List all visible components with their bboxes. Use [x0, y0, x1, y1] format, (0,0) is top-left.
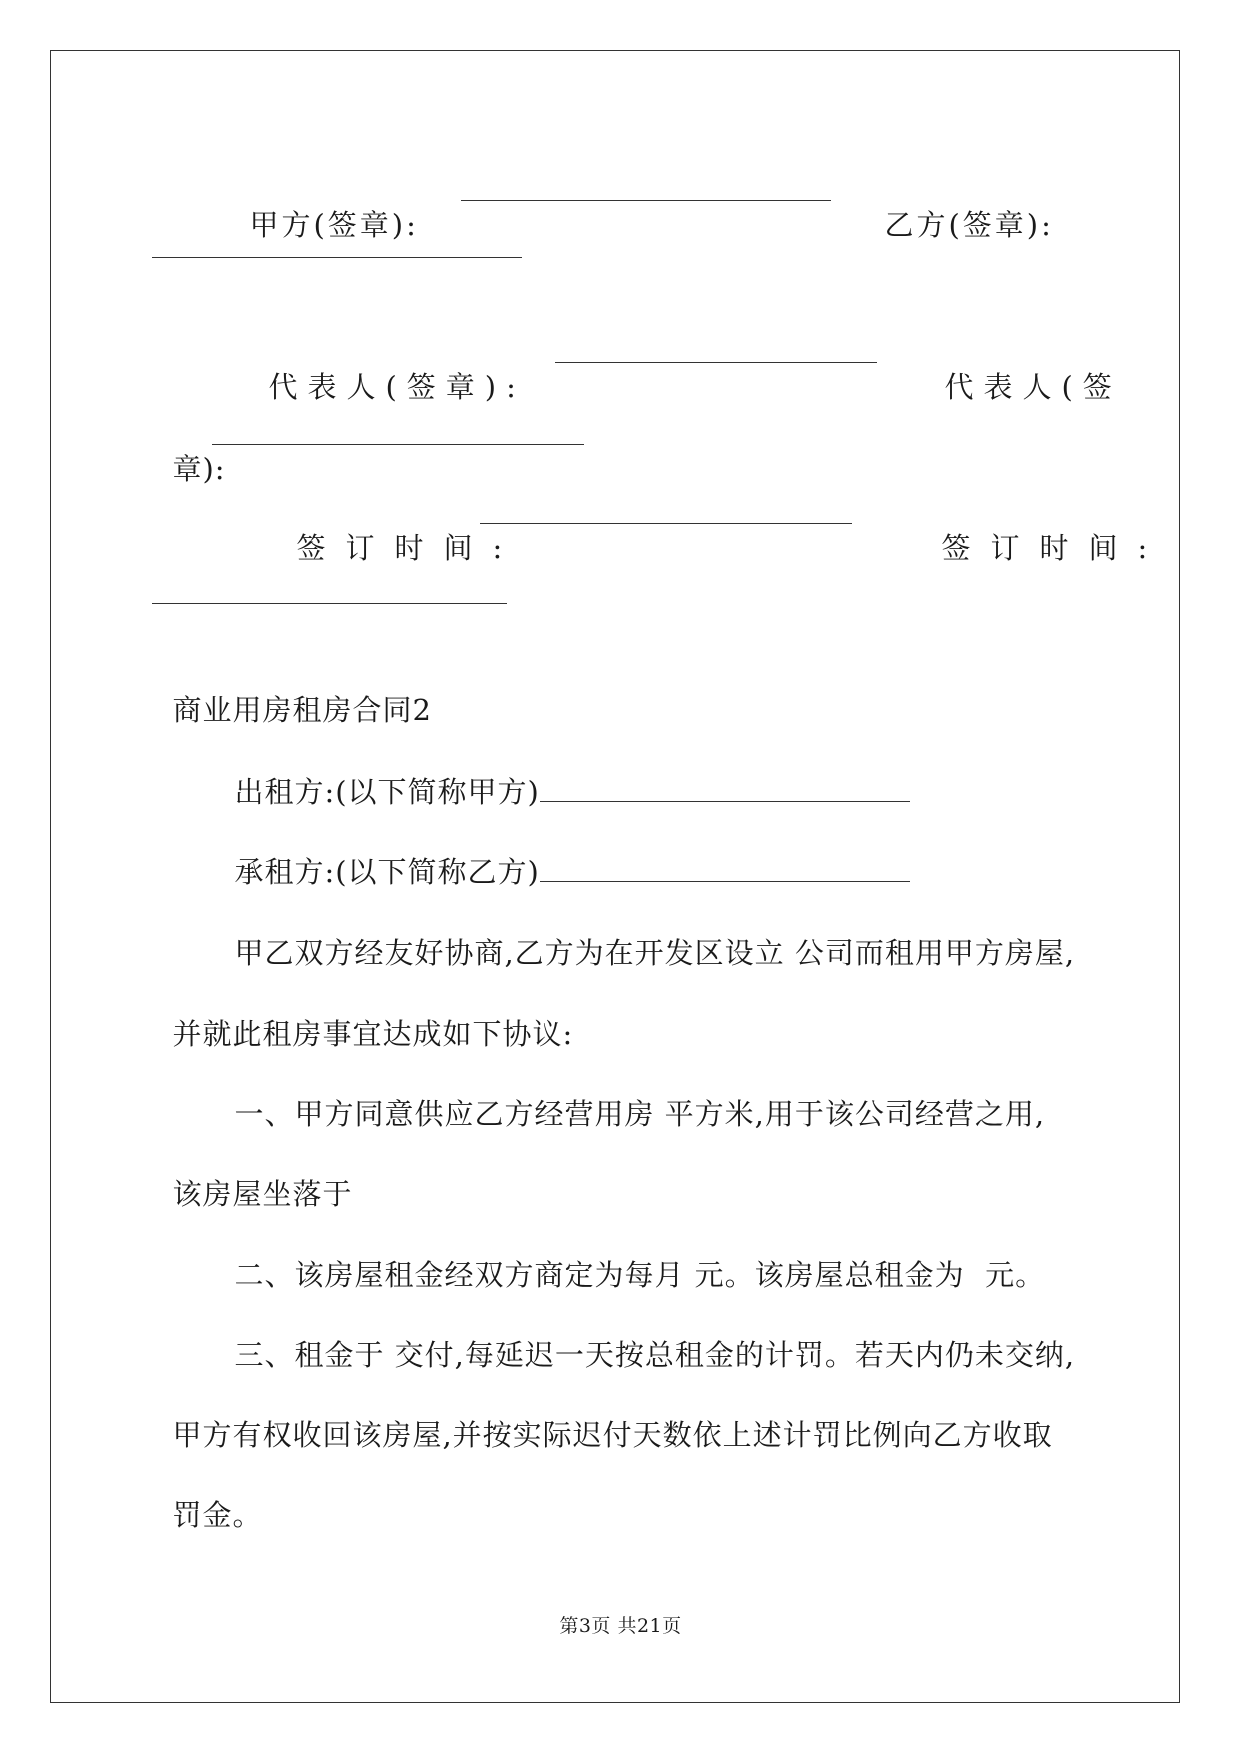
clause-1-text-1: 一、甲方同意供应乙方经营用房 平方米,用于该公司经营之用, [234, 1097, 1046, 1131]
sign-time-a-blank [480, 522, 852, 524]
clause-3-line-2 [152, 1384, 1053, 1452]
intro-text-2: 并就此租房事宜达成如下协议: [172, 1017, 574, 1051]
intro-text-1: 甲乙双方经友好协商,乙方为在开发区设立 公司而租用甲方房屋, [234, 936, 1076, 970]
clause-3-line-1 [214, 1304, 1075, 1372]
party-b-seal-line [860, 174, 1054, 242]
clause-2-line [214, 1224, 1045, 1292]
intro-line-2 [152, 983, 573, 1051]
page-number: 第3页 共21页 [559, 1615, 682, 1637]
lessee-blank [540, 855, 910, 882]
party-a-seal-label: 甲方(签章): [249, 208, 419, 242]
rep-b-line [906, 336, 1122, 404]
rep-b-line-2 [152, 418, 226, 486]
clause-1-line-1 [214, 1063, 1045, 1131]
sign-time-b-line [883, 497, 1167, 565]
contract-title [152, 659, 432, 727]
contract-title-text: 商业用房租房合同2 [172, 693, 432, 727]
sign-time-a-label: 签订时间: [296, 531, 523, 565]
clause-3-text-1: 三、租金于 交付,每延迟一天按总租金的计罚。若天内仍未交纳, [234, 1338, 1076, 1372]
lessee-line [214, 821, 910, 889]
clause-3-text-3: 罚金。 [172, 1498, 263, 1532]
lessee-label: 承租方:(以下简称乙方) [234, 855, 540, 889]
lessor-line [214, 741, 910, 809]
sign-time-b-blank [152, 602, 507, 604]
lessor-label: 出租方:(以下简称甲方) [234, 775, 540, 809]
rep-a-label: 代表人(签章): [268, 370, 526, 404]
intro-line-1 [214, 902, 1075, 970]
clause-1-text-2: 该房屋坐落于 [172, 1177, 353, 1211]
rep-a-blank [555, 361, 877, 363]
rep-b-label-part2: 章): [172, 452, 226, 486]
party-a-seal-line [225, 174, 419, 242]
rep-b-blank [212, 443, 584, 445]
rep-a-line [230, 336, 526, 404]
party-b-seal-label: 乙方(签章): [884, 208, 1054, 242]
clause-2-text: 二、该房屋租金经双方商定为每月 元。该房屋总租金为 元。 [234, 1258, 1046, 1292]
clause-1-line-2 [152, 1143, 352, 1211]
sign-time-b-label: 签订时间: [941, 531, 1168, 565]
party-b-seal-blank [152, 256, 522, 258]
sign-time-a-line [238, 497, 522, 565]
party-a-seal-blank [461, 199, 831, 201]
clause-3-line-3 [152, 1464, 262, 1532]
lessor-blank [540, 775, 910, 802]
clause-3-text-2: 甲方有权收回该房屋,并按实际迟付天数依上述计罚比例向乙方收取 [172, 1418, 1053, 1452]
rep-b-label-part1: 代表人(签 [944, 370, 1122, 404]
